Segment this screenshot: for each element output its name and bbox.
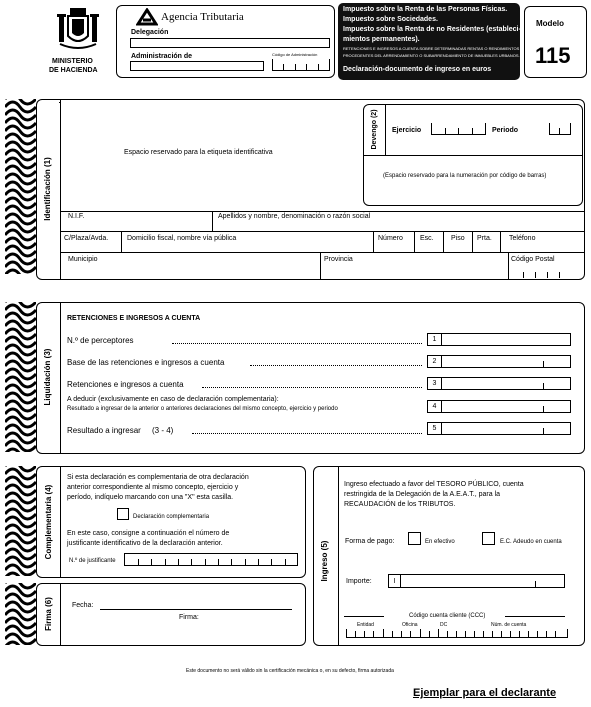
complementaria-stripe xyxy=(5,466,36,576)
tax-info-line2: Impuesto sobre Sociedades. xyxy=(343,16,438,23)
tax-info-line3: Impuesto sobre la Renta de no Residentes (estableci- xyxy=(343,26,521,33)
importe-field[interactable] xyxy=(388,574,565,588)
ministry-line1: MINISTERIO xyxy=(52,58,93,65)
modelo-label: Modelo xyxy=(536,19,564,28)
tax-info-line1: Impuesto sobre la Renta de las Personas Físicas. xyxy=(343,6,508,13)
firma-field-label: Firma: xyxy=(179,614,199,621)
delegacion-field[interactable] xyxy=(130,38,330,48)
codigo-postal-label: Código Postal xyxy=(511,256,555,263)
esc-label: Esc. xyxy=(420,235,434,242)
dc-label: DC xyxy=(440,622,448,628)
agency-name: Agencia Tributaria xyxy=(161,11,244,23)
delegacion-label: Delegación xyxy=(131,29,169,36)
forma-pago-label: Forma de pago: xyxy=(345,538,395,545)
deducir-label: A deducir (exclusivamente en caso de declaración complementaria): xyxy=(67,396,279,403)
importe-label: Importe: xyxy=(346,578,372,585)
complementaria-q1: En este caso, consigne a continuación el número de xyxy=(67,530,230,537)
casilla-1-number: 1 xyxy=(428,334,442,345)
casilla-4-number: 4 xyxy=(428,401,442,412)
complementaria-checkbox[interactable] xyxy=(117,508,129,520)
firma-label: Firma (6) xyxy=(44,597,53,631)
adeudo-label: E.C. Adeudo en cuenta xyxy=(500,539,562,545)
calle-label: C/Plaza/Avda. xyxy=(64,235,109,242)
casilla-2[interactable] xyxy=(427,355,571,368)
justificante-label: N.º de justificante xyxy=(69,558,116,564)
complementaria-label: Complementaria (4) xyxy=(44,484,53,560)
devengo-label: Devengo (2) xyxy=(371,109,378,150)
etiqueta-space: Espacio reservado para la etiqueta identificativa xyxy=(124,149,273,156)
periodo-field[interactable] xyxy=(549,124,571,135)
resultado-formula: (3 - 4) xyxy=(152,426,174,435)
periodo-label: Periodo xyxy=(492,127,519,134)
prta-label: Prta. xyxy=(477,235,492,242)
modelo-number: 115 xyxy=(535,43,571,68)
nif-label: N.I.F. xyxy=(68,213,85,220)
agency-logo-icon xyxy=(136,8,158,26)
barcode-space: (Espacio reservado para la numeración por código de barras) xyxy=(383,173,547,179)
municipio-label: Municipio xyxy=(68,256,98,263)
num-cuenta-label: Núm. de cuenta xyxy=(491,622,527,628)
apellidos-label: Apellidos y nombre, denominación o razón social xyxy=(218,213,371,220)
coat-of-arms-icon xyxy=(50,6,106,52)
codigo-admin-label: Código de Administración xyxy=(272,52,318,57)
complementaria-q2: justificante identificativo de la declaración anterior. xyxy=(67,540,223,547)
numero-label: Número xyxy=(378,235,403,242)
complementaria-p2: anterior correspondiente al mismo concepto, ejercicio y xyxy=(67,484,239,491)
ingreso-p2: restringida de la Delegación de la A.E.A.T., para la xyxy=(344,491,501,498)
complementaria-p1: Si esta declaración es complementaria de otra declaración xyxy=(67,474,249,481)
firma-section xyxy=(36,583,306,646)
entidad-label: Entidad xyxy=(357,622,374,628)
administracion-field[interactable] xyxy=(130,61,264,71)
tax-info-line6: PROCEDENTES DEL ARRENDAMIENTO O SUBARRENDAMIENTO DE INMUEBLES URBANOS. xyxy=(343,53,520,58)
efectivo-checkbox[interactable] xyxy=(408,532,421,545)
complementaria-check-label: Declaración complementaria xyxy=(133,514,210,520)
codigo-admin-field[interactable] xyxy=(272,60,330,71)
ejercicio-label: Ejercicio xyxy=(392,127,422,134)
footer-note: Este documento no será válido sin la certificación mecánica o, en su defecto, firma autorizada xyxy=(186,668,394,674)
justificante-field[interactable] xyxy=(124,553,298,566)
tax-info-line7: Declaración-documento de ingreso en euros xyxy=(343,66,492,73)
casilla-2-number: 2 xyxy=(428,356,442,367)
casilla-5-number: 5 xyxy=(428,423,442,434)
identificacion-label: Identificación (1) xyxy=(43,157,52,221)
casilla-4[interactable] xyxy=(427,400,571,413)
casilla-1[interactable] xyxy=(427,333,571,346)
ingreso-label: Ingreso (5) xyxy=(320,540,329,582)
piso-label: Piso xyxy=(451,235,465,242)
ministry-logo xyxy=(50,6,106,56)
liquidacion-stripe xyxy=(5,302,36,452)
retenciones-label: Retenciones e ingresos a cuenta xyxy=(67,380,184,389)
telefono-label: Teléfono xyxy=(509,235,536,242)
liquidacion-label: Liquidación (3) xyxy=(43,348,52,406)
ministry-line2: DE HACIENDA xyxy=(49,67,98,74)
ejemplar-label: Ejemplar para el declarante xyxy=(413,687,557,699)
administracion-label: Administración de xyxy=(131,53,193,60)
perceptores-label: N.º de perceptores xyxy=(67,336,134,345)
identificacion-stripe xyxy=(5,99,36,274)
adeudo-checkbox[interactable] xyxy=(482,532,495,545)
resultado-anterior-label: Resultado a ingresar de la anterior o anteriores declaraciones del mismo concepto, ejercicio y periodo xyxy=(67,406,338,412)
provincia-label: Provincia xyxy=(324,256,353,263)
casilla-3[interactable] xyxy=(427,377,571,390)
ejercicio-field[interactable] xyxy=(431,124,486,135)
ingreso-p1: Ingreso efectuado a favor del TESORO PÚBLICO, cuenta xyxy=(344,481,524,488)
tax-info-line5: RETENCIONES E INGRESOS A CUENTA SOBRE DETERMINADAS RENTAS O RENDIMIENTOS xyxy=(343,46,520,51)
liquidacion-title: RETENCIONES E INGRESOS A CUENTA xyxy=(67,315,201,322)
ccc-field[interactable] xyxy=(346,630,568,638)
casilla-3-number: 3 xyxy=(428,378,442,389)
efectivo-label: En efectivo xyxy=(425,539,455,545)
ingreso-p3: RECAUDACIÓN de los TRIBUTOS. xyxy=(344,501,456,508)
base-label: Base de las retenciones e ingresos a cuenta xyxy=(67,358,225,367)
tax-info-line4: mientos permanentes). xyxy=(343,36,420,43)
complementaria-p3: período, indíquelo marcando con una "X" esta casilla. xyxy=(67,494,234,501)
ccc-title: Código cuenta cliente (CCC) xyxy=(409,613,486,619)
casilla-5[interactable] xyxy=(427,422,571,435)
oficina-label: Oficina xyxy=(402,622,418,628)
resultado-label: Resultado a ingresar xyxy=(67,426,141,435)
domicilio-label: Domicilio fiscal, nombre vía pública xyxy=(127,235,237,242)
importe-number: I xyxy=(389,575,401,587)
fecha-field[interactable] xyxy=(100,609,292,610)
firma-stripe xyxy=(5,583,36,645)
fecha-label: Fecha: xyxy=(72,602,94,609)
codigo-postal-field[interactable] xyxy=(511,266,571,278)
